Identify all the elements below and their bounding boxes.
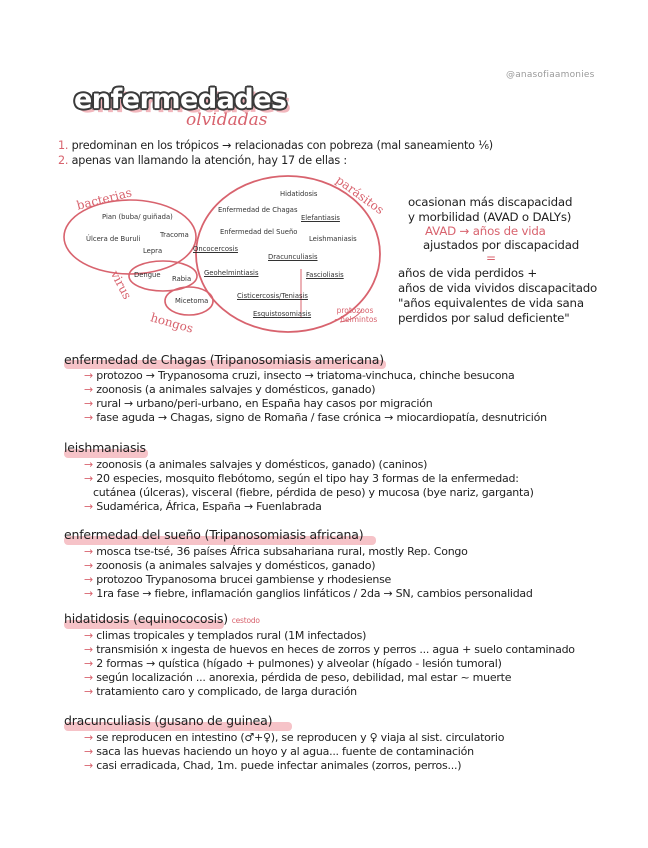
disease-label: Leishmaniasis bbox=[309, 235, 357, 243]
disease-label: Pian (buba/ guiñada) bbox=[102, 213, 173, 221]
arrow-icon: → bbox=[84, 657, 93, 670]
list-item bbox=[84, 397, 432, 410]
disease-label: Micetoma bbox=[175, 297, 209, 305]
list-item-text: zoonosis (a animales salvajes y domésticos, ganado) bbox=[96, 559, 376, 572]
disease-label: Lepra bbox=[143, 247, 163, 255]
disease-label: Dracunculiasis bbox=[268, 253, 318, 261]
list-item bbox=[84, 458, 427, 471]
disease-label: Geohelmintiasis bbox=[204, 269, 259, 277]
list-item bbox=[84, 745, 474, 758]
list-item-text: protozoo Trypanosoma brucei gambiense y rhodesiense bbox=[96, 573, 392, 586]
list-item-text: tratamiento caro y complicado, de larga duración bbox=[96, 685, 357, 698]
disease-label: Elefantiasis bbox=[301, 214, 340, 222]
list-item bbox=[84, 587, 533, 600]
bacterias-label: bacterias bbox=[75, 185, 134, 213]
list-item bbox=[84, 411, 547, 424]
section-title-text: hidatidosis (equinococosis) bbox=[64, 611, 228, 626]
arrow-icon: → bbox=[84, 731, 93, 744]
arrow-icon: → bbox=[84, 643, 93, 656]
arrow-icon: → bbox=[84, 573, 93, 586]
arrow-icon: → bbox=[84, 500, 93, 513]
list-item bbox=[84, 573, 391, 586]
sidenote-line: ajustados por discapacidad bbox=[423, 238, 580, 252]
list-item-text: según localización ... anorexia, pérdida de peso, debilidad, mal estar ~ muerte bbox=[96, 671, 512, 684]
disease-label: Tracoma bbox=[160, 231, 189, 239]
list-item bbox=[84, 685, 357, 698]
sidenote-line: AVAD → años de vida bbox=[425, 224, 546, 238]
list-item-text: cutánea (úlceras), visceral (fiebre, pérdida de peso) y mucosa (bye nariz, garganta) bbox=[93, 486, 534, 499]
list-item-text: zoonosis (a animales salvajes y domésticos, ganado) bbox=[96, 383, 376, 396]
disease-label: Enfermedad del Sueño bbox=[220, 228, 298, 236]
arrow-icon: → bbox=[84, 759, 93, 772]
list-item bbox=[84, 369, 515, 382]
author-handle: @anasofiaamonies bbox=[506, 70, 595, 80]
list-item bbox=[84, 500, 322, 513]
disease-label: Hidatidosis bbox=[280, 190, 318, 198]
intro-text: predominan en los trópicos → relacionadas con pobreza (mal saneamiento ⅙) bbox=[71, 139, 493, 152]
intro-number: 2. bbox=[58, 154, 69, 167]
list-item bbox=[84, 643, 575, 656]
list-item bbox=[84, 383, 375, 396]
arrow-icon: → bbox=[84, 745, 93, 758]
list-item-text: se reproducen en intestino (♂+♀), se reproducen y ♀ viaja al sist. circulatorio bbox=[96, 731, 505, 744]
list-item bbox=[84, 472, 519, 485]
page-title: enfermedades bbox=[74, 84, 287, 115]
arrow-icon: → bbox=[84, 458, 93, 471]
hongos-label: hongos bbox=[148, 310, 195, 336]
section-title bbox=[64, 611, 260, 626]
sidenote-line: y morbilidad (AVAD o DALYs) bbox=[408, 210, 572, 224]
sidenote-line: años de vida perdidos + bbox=[398, 266, 538, 280]
sidenote-line: "años equivalentes de vida sana bbox=[398, 296, 584, 310]
disease-label: Cisticercosis/Teniasis bbox=[237, 292, 308, 300]
arrow-icon: → bbox=[84, 369, 93, 382]
list-item-text: casi erradicada, Chad, 1m. puede infectar animales (zorros, perros...) bbox=[96, 759, 462, 772]
list-item bbox=[84, 629, 366, 642]
intro-number: 1. bbox=[58, 139, 69, 152]
section-title: enfermedad del sueño (Tripanosomiasis africana) bbox=[64, 527, 364, 542]
arrow-icon: → bbox=[84, 587, 93, 600]
list-item-text: rural → urbano/peri-urbano, en España hay casos por migración bbox=[96, 397, 433, 410]
arrow-icon: → bbox=[84, 559, 93, 572]
list-item-text: zoonosis (a animales salvajes y domésticos, ganado) (caninos) bbox=[96, 458, 428, 471]
arrow-icon: → bbox=[84, 671, 93, 684]
protozoos-helmintos-label: protozoos ~helmintos bbox=[334, 306, 378, 324]
list-item-text: Sudamérica, África, España → Fuenlabrada bbox=[96, 500, 322, 513]
sidenote-line: años de vida vividos discapacitado bbox=[398, 281, 598, 295]
disease-label: Fascioliasis bbox=[306, 271, 344, 279]
disease-label: Enfermedad de Chagas bbox=[218, 206, 298, 214]
list-item-text: fase aguda → Chagas, signo de Romaña / fase crónica → miocardiopatía, desnutrición bbox=[96, 411, 547, 424]
list-item bbox=[93, 486, 534, 499]
list-item-text: 1ra fase → fiebre, inflamación ganglios linfáticos / 2da → SN, cambios personalidad bbox=[96, 587, 533, 600]
virus-label: virus bbox=[107, 268, 135, 302]
section-title-note: cestodo bbox=[231, 616, 260, 625]
sidenote-line: perdidos por salud deficiente" bbox=[398, 311, 570, 325]
parasitos-label: parásitos bbox=[333, 172, 387, 218]
list-item bbox=[84, 759, 461, 772]
disease-label: Esquistosomiasis bbox=[253, 310, 312, 318]
arrow-icon: → bbox=[84, 411, 93, 424]
list-item bbox=[84, 731, 504, 744]
list-item-text: transmisión x ingesta de huevos en heces de zorros y perros ... agua + suelo contaminado bbox=[96, 643, 575, 656]
list-item-text: climas tropicales y templados rural (1M infectados) bbox=[96, 629, 367, 642]
list-item-text: 2 formas → quística (hígado + pulmones) y alveolar (hígado - lesión tumoral) bbox=[96, 657, 502, 670]
arrow-icon: → bbox=[84, 472, 93, 485]
list-item bbox=[84, 545, 468, 558]
arrow-icon: → bbox=[84, 629, 93, 642]
arrow-icon: → bbox=[84, 685, 93, 698]
section-title: enfermedad de Chagas (Tripanosomiasis americana) bbox=[64, 352, 384, 367]
sidenote-line: ocasionan más discapacidad bbox=[408, 195, 573, 209]
list-item bbox=[84, 559, 375, 572]
disease-label: Rabia bbox=[172, 275, 192, 283]
list-item-text: 20 especies, mosquito flebótomo, según el tipo hay 3 formas de la enfermedad: bbox=[96, 472, 519, 485]
page-subtitle: olvidadas bbox=[186, 110, 268, 130]
disease-label: Oncocercosis bbox=[193, 245, 238, 253]
disease-label: Dengue bbox=[134, 271, 161, 279]
arrow-icon: → bbox=[84, 397, 93, 410]
list-item bbox=[84, 657, 502, 670]
arrow-icon: → bbox=[84, 383, 93, 396]
disease-label: Úlcera de Buruli bbox=[86, 235, 141, 243]
intro-text: apenas van llamando la atención, hay 17 de ellas : bbox=[71, 154, 347, 167]
list-item-text: mosca tse-tsé, 36 países África subsahariana rural, mostly Rep. Congo bbox=[96, 545, 468, 558]
section-title: leishmaniasis bbox=[64, 440, 146, 455]
list-item-text: saca las huevas haciendo un hoyo y al agua... fuente de contaminación bbox=[96, 745, 474, 758]
arrow-icon: → bbox=[84, 545, 93, 558]
sidenote-equals: = bbox=[486, 251, 496, 265]
section-title: dracunculiasis (gusano de guinea) bbox=[64, 713, 273, 728]
list-item-text: protozoo → Trypanosoma cruzi, insecto → triatoma-vinchuca, chinche besucona bbox=[96, 369, 515, 382]
list-item bbox=[84, 671, 511, 684]
